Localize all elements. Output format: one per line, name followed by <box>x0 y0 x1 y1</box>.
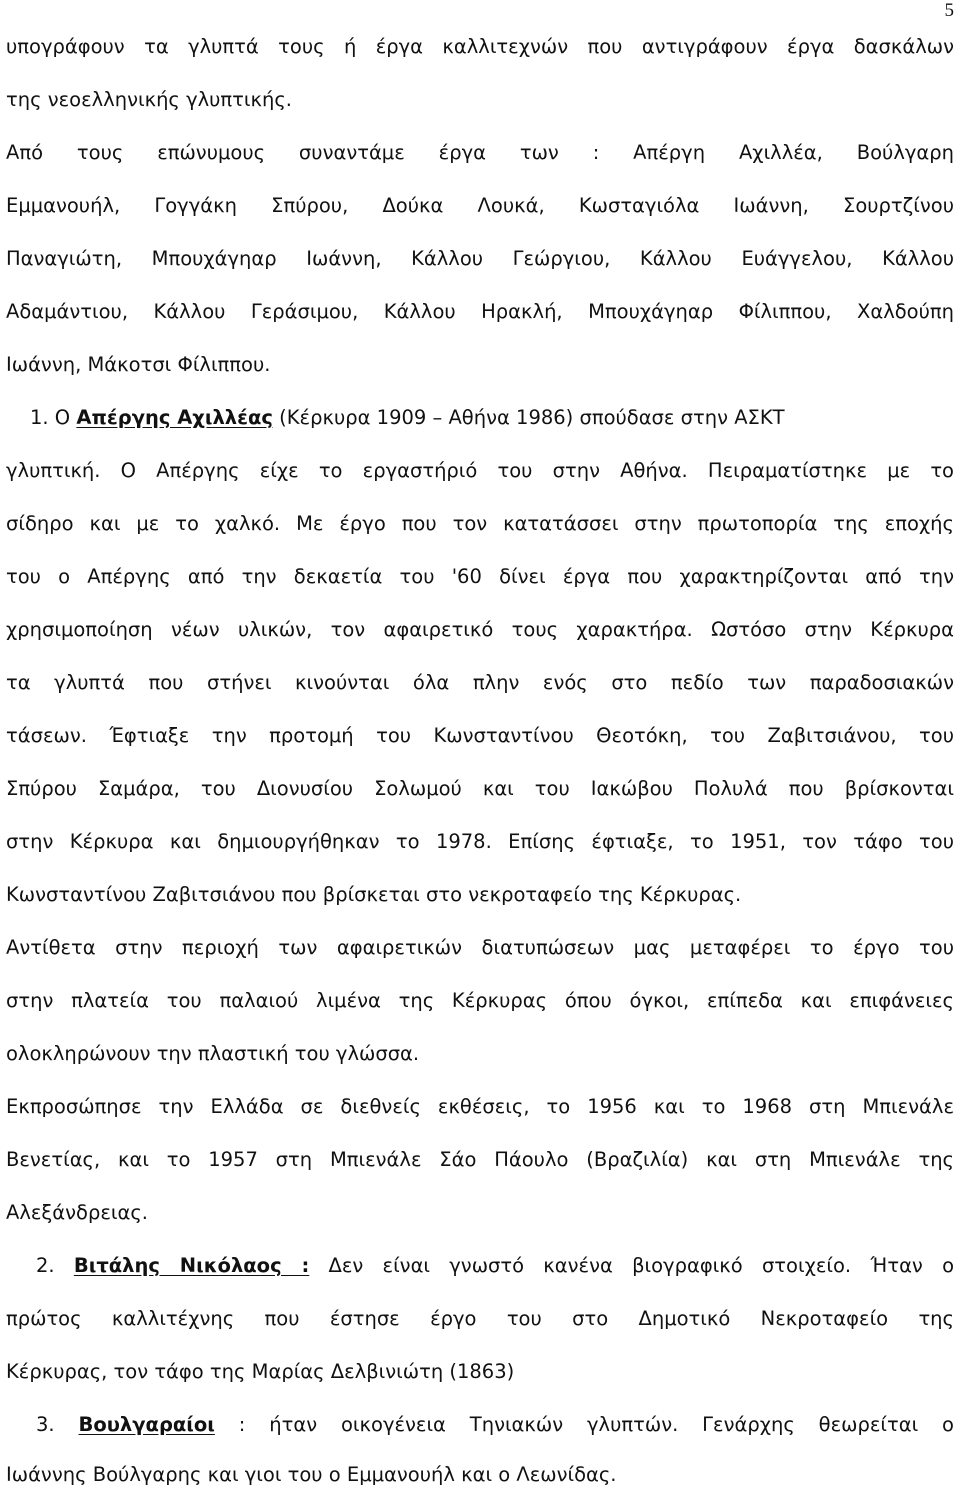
text-line: Αντίθετα στην περιοχή των αφαιρετικών διατυπώσεων μας μεταφέρει το έργο του <box>6 936 954 959</box>
entry-prefix: 1. Ο <box>30 406 77 429</box>
text-line: Από τους επώνυμους συναντάμε έργα των : Απέργη Αχιλλέα, Βούλγαρη <box>6 141 954 164</box>
text-line: Βενετίας, και το 1957 στη Μπιενάλε Σάο Πάουλο (Βραζιλία) και στη Μπιενάλε της <box>6 1148 954 1171</box>
page-number: 5 <box>944 0 954 21</box>
text-line: τα γλυπτά που στήνει κινούνται όλα πλην ενός στο πεδίο των παραδοσιακών <box>6 671 954 694</box>
artist-entry-apergis <box>30 405 954 431</box>
artist-name: Βουλγαραίοι <box>78 1413 215 1436</box>
text-line: Αδαμάντιου, Κάλλου Γεράσιμου, Κάλλου Ηρακλή, Μπουχάγηαρ Φίλιππου, Χαλδούπη <box>6 300 954 323</box>
text-line: τάσεων. Έφτιαξε την προτομή του Κωνσταντίνου Θεοτόκη, του Ζαβιτσιάνου, του <box>6 724 954 747</box>
text-line: Σπύρου Σαμάρα, του Διονυσίου Σολωμού και του Ιακώβου Πολυλά που βρίσκονται <box>6 777 954 800</box>
entry-text: : ήταν οικογένεια Τηνιακών γλυπτών. Γενάρχης θεωρείται ο <box>214 1413 954 1436</box>
text-line: Παναγιώτη, Μπουχάγηαρ Ιωάννη, Κάλλου Γεώργιου, Κάλλου Ευάγγελου, Κάλλου <box>6 247 954 270</box>
text-line: υπογράφουν τα γλυπτά τους ή έργα καλλιτεχνών που αντιγράφουν έργα δασκάλων <box>6 35 954 58</box>
artist-name: Απέργης Αχιλλέας <box>76 406 273 429</box>
entry-prefix: 3. <box>36 1413 79 1436</box>
entry-text: (Κέρκυρα 1909 – Αθήνα 1986) σπούδασε στην ΑΣΚΤ <box>272 406 785 429</box>
artist-entry-voulgaraioi <box>36 1412 954 1438</box>
text-line: ολοκληρώνουν την πλαστική του γλώσσα. <box>6 1042 420 1065</box>
text-line: του ο Απέργης από την δεκαετία του '60 δίνει έργα που χαρακτηρίζονται από την <box>6 565 954 588</box>
text-line: Εκπροσώπησε την Ελλάδα σε διεθνείς εκθέσεις, το 1956 και το 1968 στη Μπιενάλε <box>6 1095 954 1118</box>
text-line: Ιωάννης Βούλγαρης και γιοι του ο Εμμανουήλ και ο Λεωνίδας. <box>6 1463 617 1486</box>
text-line: γλυπτική. Ο Απέργης είχε το εργαστήριό του στην Αθήνα. Πειραματίστηκε με το <box>6 459 954 482</box>
text-line: σίδηρο και με το χαλκό. Με έργο που τον κατατάσσει στην πρωτοπορία της εποχής <box>6 512 954 535</box>
text-line: στην Κέρκυρα και δημιουργήθηκαν το 1978. Επίσης έφτιαξε, το 1951, τον τάφο του <box>6 830 954 853</box>
entry-text: Δεν είναι γνωστό κανένα βιογραφικό στοιχείο. Ήταν ο <box>309 1254 954 1277</box>
text-line: στην πλατεία του παλαιού λιμένα της Κέρκυρας όπου όγκοι, επίπεδα και επιφάνειες <box>6 989 954 1012</box>
entry-prefix: 2. <box>36 1254 74 1277</box>
artist-entry-vitalis <box>36 1253 954 1279</box>
text-line: Αλεξάνδρειας. <box>6 1201 148 1224</box>
text-line: Εμμανουήλ, Γογγάκη Σπύρου, Δούκα Λουκά, Κωσταγιόλα Ιωάννη, Σουρτζίνου <box>6 194 954 217</box>
artist-name: Βιτάλης Νικόλαος : <box>73 1254 310 1277</box>
text-line: πρώτος καλλιτέχνης που έστησε έργο του στο Δημοτικό Νεκροταφείο της <box>6 1307 954 1330</box>
text-line: Κωνσταντίνου Ζαβιτσιάνου που βρίσκεται στο νεκροταφείο της Κέρκυρας. <box>6 883 742 906</box>
text-line: Κέρκυρας, τον τάφο της Μαρίας Δελβινιώτη (1863) <box>6 1360 515 1383</box>
text-line: χρησιμοποίηση νέων υλικών, τον αφαιρετικό τους χαρακτήρα. Ωστόσο στην Κέρκυρα <box>6 618 954 641</box>
text-line: Ιωάννη, Μάκοτσι Φίλιππου. <box>6 353 271 376</box>
text-line: της νεοελληνικής γλυπτικής. <box>6 88 293 111</box>
